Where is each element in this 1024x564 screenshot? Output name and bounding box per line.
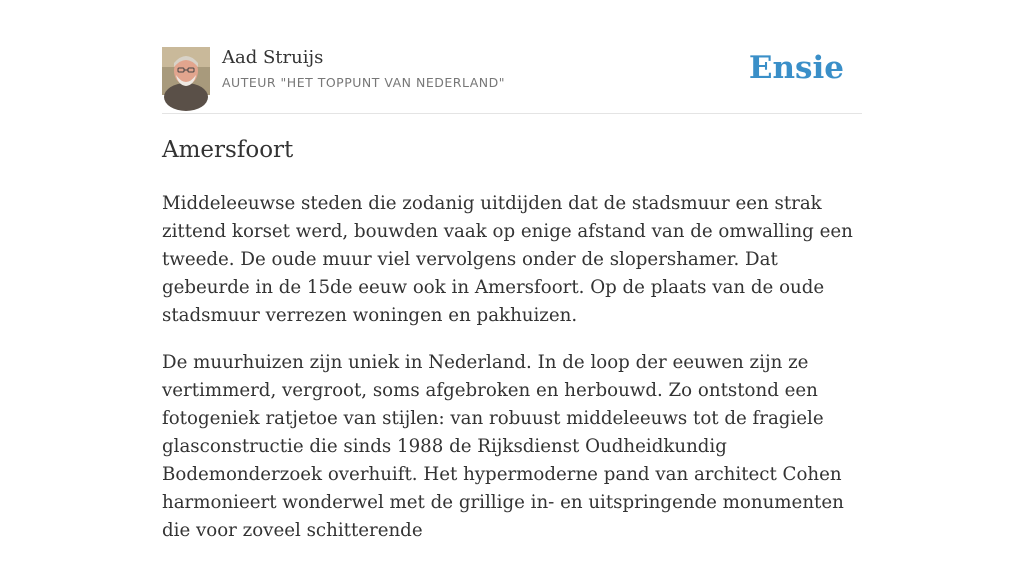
article-body: [162, 190, 868, 564]
header-divider: [162, 113, 862, 114]
ensie-logo[interactable]: Ensie: [748, 50, 844, 86]
article-header: [162, 46, 862, 96]
article-paragraph-1: Middeleeuwse steden die zodanig uitdijden dat de stadsmuur een strak zittend korset werd, bouwden vaak op enige afstand van de omwalling een tweede. De oude muur viel vervolgens onder de slopershamer. Dat gebeurde in de 15de eeuw ook in Amersfoort. Op de plaats van de oude stadsmuur verrezen woningen en pakhuizen.: [162, 193, 853, 326]
author-portrait-icon: [162, 47, 210, 95]
article-paragraph-2: De muurhuizen zijn uniek in Nederland. In de loop der eeuwen zijn ze vertimmerd, vergroot, soms afgebroken en herbouwd. Zo ontstond een fotogeniek ratjetoe van stijlen: van robuust middeleeuws tot de fragiele glasconstructie die sinds 1988 de Rijksdienst Oudheidkundig Bodemonderzoek overhuift. Het hypermoderne pand van architect Cohen harmonieert wonderwel met de grillige in- en uitspringende monumenten die voor zoveel schitterende: [162, 352, 844, 541]
article-title: Amersfoort: [162, 137, 294, 163]
author-role: AUTEUR "HET TOPPUNT VAN NEDERLAND": [222, 75, 505, 90]
avatar[interactable]: [162, 47, 210, 95]
author-name[interactable]: Aad Struijs: [222, 47, 324, 68]
